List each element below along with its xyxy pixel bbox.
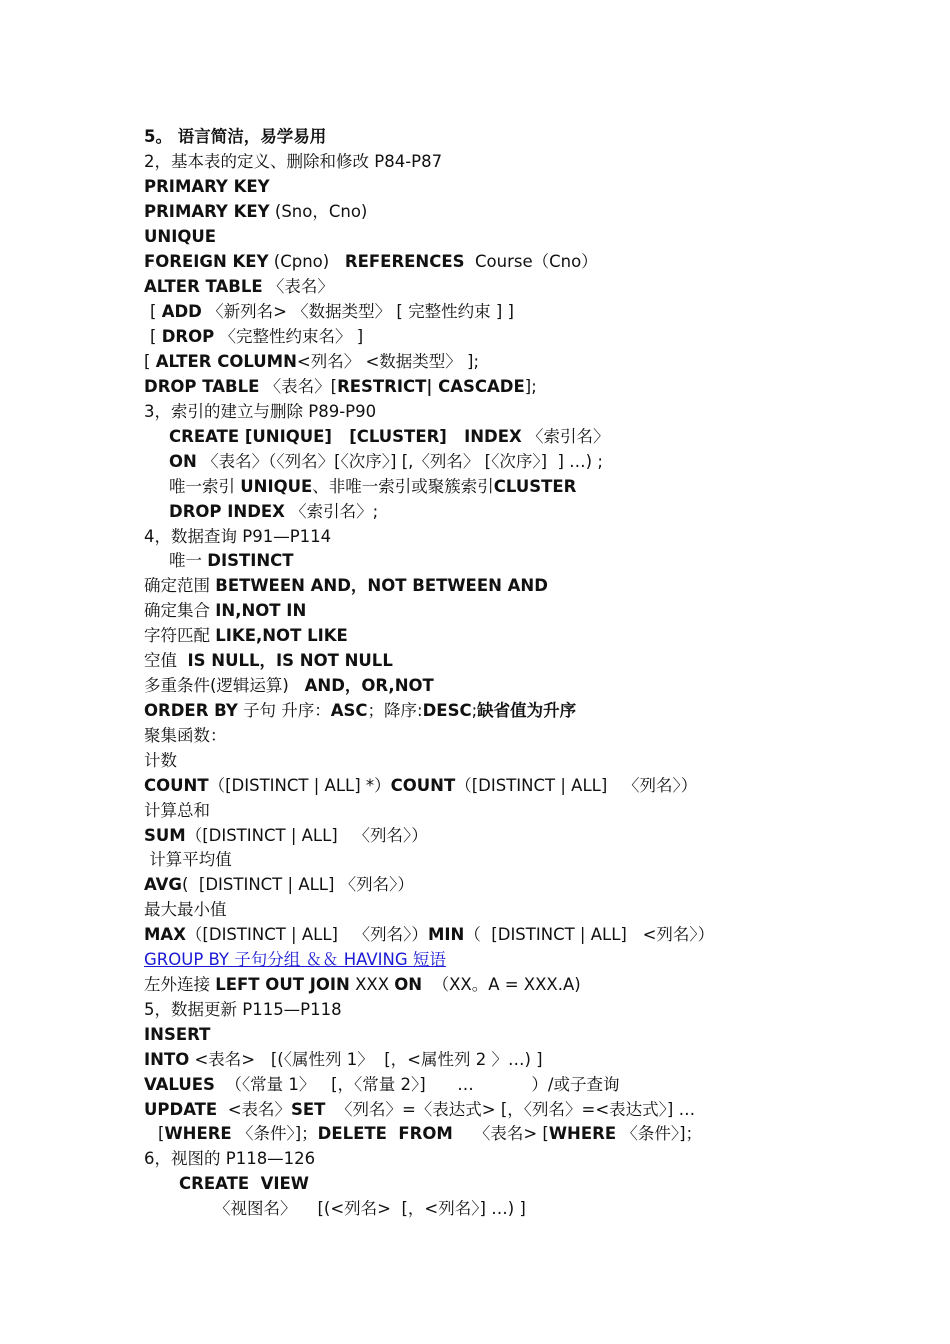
section-2-title: 2，基本表的定义、删除和修改 P84-P87 [144,152,443,171]
sum-line: SUM（[DISTINCT | ALL] 〈列名〉） [144,826,428,845]
where-delete-line: [WHERE 〈条件〉]；DELETE FROM 〈表名> [WHERE 〈条件〉]； [158,1124,703,1143]
group-by-link[interactable]: GROUP BY 子句分组 ＆＆ HAVING 短语 [144,950,446,969]
alter-table-line: ALTER TABLE 〈表名〉 [144,277,334,296]
primary-key-example: PRIMARY KEY (Sno，Cno) [144,202,368,221]
section-3-title: 3，索引的建立与删除 P89-P90 [144,402,377,421]
count-line: COUNT（[DISTINCT | ALL] *）COUNT（[DISTINCT | ALL] 〈列名〉） [144,776,698,795]
heading-5: 5。 语言简洁，易学易用 [144,127,327,146]
unique-index-note: 唯一索引 UNIQUE、非唯一索引或聚簇索引CLUSTER [169,477,577,496]
into-line: INTO <表名> [(〈属性列 1〉 [，<属性列 2 〉…) ] [144,1050,543,1069]
create-view-line: CREATE VIEW [179,1174,309,1193]
count-title: 计数 [144,751,177,770]
drop-index-line: DROP INDEX 〈索引名〉; [169,502,379,521]
view-name-line: 〈视图名〉 [(<列名> [，<列名〉] …) ] [214,1199,526,1218]
drop-clause-line: [ DROP 〈完整性约束名〉 ] [150,327,364,346]
alter-column-line: [ ALTER COLUMN<列名〉 <数据类型〉 ]; [144,352,480,371]
like-line: 字符匹配 LIKE,NOT LIKE [144,626,348,645]
logic-line: 多重条件(逻辑运算) AND，OR,NOT [144,676,434,695]
left-join-line: 左外连接 LEFT OUT JOIN XXX ON （XX。A = XXX.A) [144,975,581,994]
unique-line: UNIQUE [144,227,217,246]
set-line: 确定集合 IN,NOT IN [144,601,307,620]
values-line: VALUES （〈常量 1〉 [，〈常量 2〉] … ）/或子查询 [144,1075,620,1094]
create-index-line: CREATE [UNIQUE] [CLUSTER] INDEX 〈索引名〉 [169,427,610,446]
distinct-line: 唯一 DISTINCT [169,551,294,570]
update-line: UPDATE <表名〉SET 〈列名〉=〈表达式> [，〈列名〉=<表达式〉] … [144,1100,696,1119]
range-line: 确定范围 BETWEEN AND，NOT BETWEEN AND [144,576,548,595]
drop-table-line: DROP TABLE 〈表名〉[RESTRICT| CASCADE]; [144,377,537,396]
sum-title: 计算总和 [144,801,210,820]
order-by-line: ORDER BY 子句 升序：ASC；降序:DESC;缺省值为升序 [144,701,577,720]
aggregate-title: 聚集函数： [144,726,227,745]
on-clause-line: ON 〈表名〉（〈列名〉[〈次序〉] [,〈列名〉 [〈次序〉] ] …) ; [169,452,603,471]
section-5-title: 5，数据更新 P115—P118 [144,1000,342,1019]
add-clause-line: [ ADD 〈新列名> 〈数据类型〉 [ 完整性约束 ] ] [150,302,514,321]
primary-key-line: PRIMARY KEY [144,177,270,196]
max-min-title: 最大最小值 [144,900,227,919]
section-6-title: 6，视图的 P118—126 [144,1149,316,1168]
insert-line: INSERT [144,1025,211,1044]
avg-line: AVG( [DISTINCT | ALL] 〈列名〉） [144,875,414,894]
null-line: 空值 IS NULL，IS NOT NULL [144,651,393,670]
section-4-title: 4，数据查询 P91—P114 [144,527,332,546]
max-min-line: MAX（[DISTINCT | ALL] 〈列名〉）MIN（ [DISTINCT | ALL] <列名〉） [144,925,715,944]
foreign-key-line: FOREIGN KEY (Cpno) REFERENCES Course（Cno） [144,252,598,271]
avg-title: 计算平均值 [144,850,232,869]
